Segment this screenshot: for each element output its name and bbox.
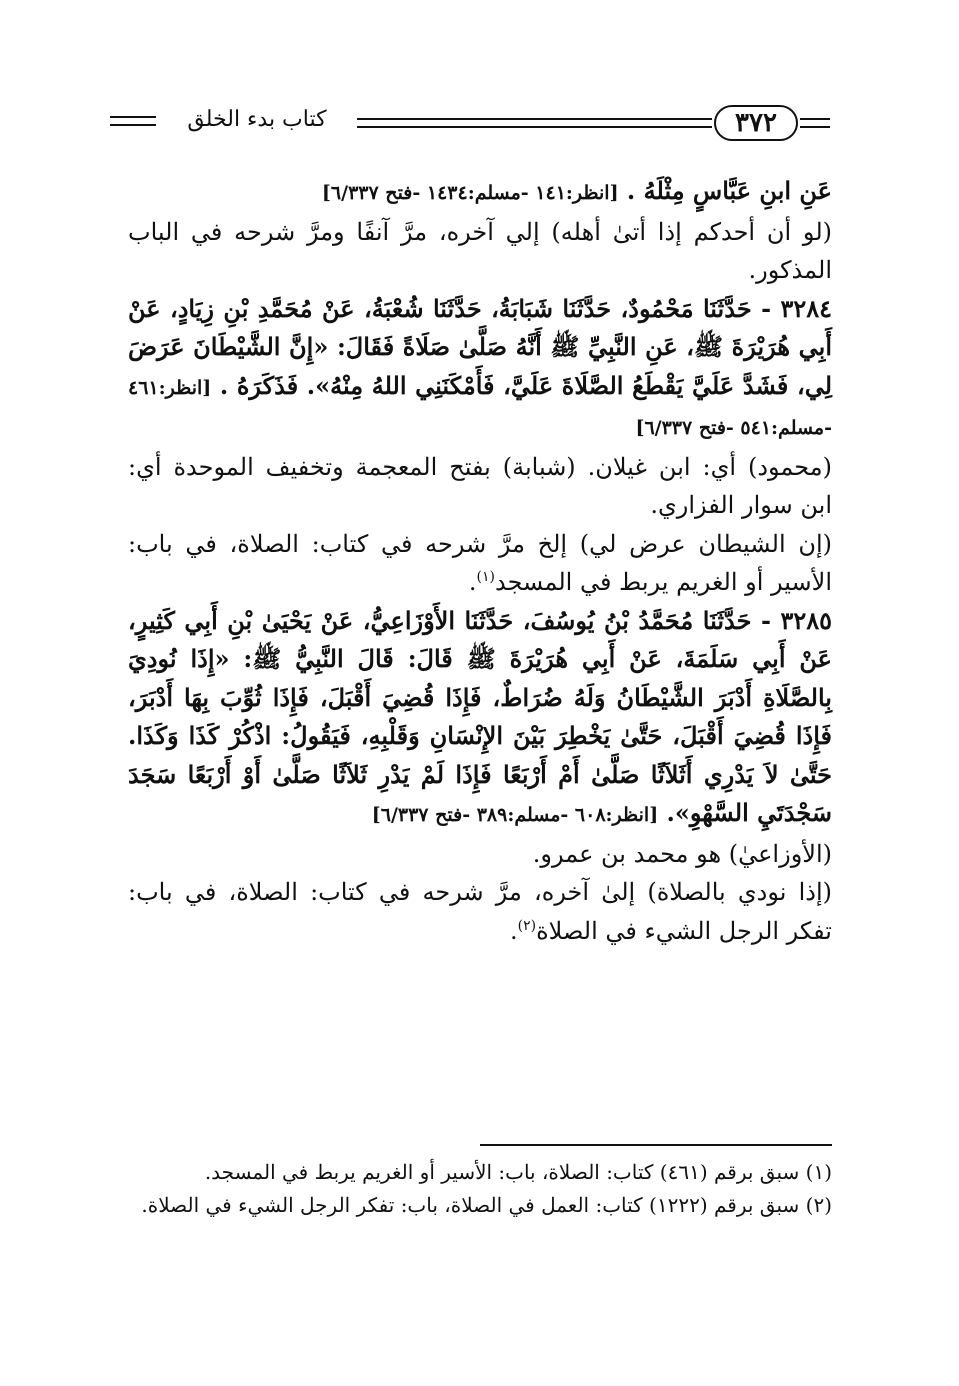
- hadith-reference: [انظر:١٤١ -مسلم:١٤٣٤ -فتح ٦/٣٣٧]: [321, 182, 619, 204]
- main-text: [128, 172, 832, 950]
- header-rule-right: [800, 118, 830, 128]
- commentary-paragraph: (إذا نودي بالصلاة) إلىٰ آخره، مرَّ شرحه في كتاب: الصلاة، في باب: تفكر الرجل الشيء في الصلاة$^{(٢)}$.: [128, 878, 832, 945]
- paragraph-continuation: عَنِ ابنِ عَبَّاسٍ مِثْلَهُ . [انظر:١٤١ -مسلم:١٤٣٤ -فتح ٦/٣٣٧]: [321, 176, 832, 205]
- commentary-paragraph: (محمود) أي: ابن غيلان. (شبابة) بفتح المعجمة وتخفيف الموحدة أي: ابن سوار الفزاري.: [128, 452, 832, 519]
- hadith-3284: ٣٢٨٤ - حَدَّثَنَا مَحْمُودٌ، حَدَّثَنَا شَبَابَةُ، حَدَّثَنَا شُعْبَةُ، عَنْ مُحَمَّدِ بْنِ زِيَادٍ، عَنْ أَبِي هُرَيْرَةَ ﷺ، عَنِ النَّبِيِّ ﷺ أَنَّهُ صَلَّىٰ صَلَاةً فَقَالَ: «إِنَّ الشَّيْطَانَ عَرَضَ لِي، فَشَدَّ عَلَيَّ يَقْطَعُ الصَّلَاةَ عَلَيَّ، فَأَمْكَنَنِي اللهُ مِنْهُ». فَذَكَرَهُ . [انظر:٤٦١ -مسلم:٥٤١ -فتح ٦/٣٣٧]: [128, 293, 833, 439]
- page-header: [110, 105, 830, 147]
- commentary-paragraph: (لو أن أحدكم إذا أتىٰ أهله) إلي آخره، مرَّ آنفًا ومرَّ شرحه في الباب المذكور.: [128, 217, 832, 284]
- commentary-paragraph: (إن الشيطان عرض لي) إلخ مرَّ شرحه في كتاب: الصلاة، في باب: الأسير أو الغريم يربط في المسجد$^{(١)}$.: [128, 529, 832, 596]
- footnote-marker: (٢): [517, 917, 537, 934]
- footnote-divider: [480, 1144, 832, 1146]
- hadith-reference: [انظر:٦٠٨ -مسلم:٣٨٩ -فتح ٦/٣٣٧]: [371, 804, 659, 826]
- book-title: كتاب بدء الخلق: [187, 107, 327, 132]
- footnotes: [128, 1156, 832, 1222]
- page-number: ٣٧٢: [714, 105, 798, 141]
- commentary-paragraph: (الأوزاعيٰ) هو محمد بن عمرو.: [532, 839, 832, 868]
- hadith-reference: [انظر:٤٦١ -مسلم:٥٤١ -فتح ٦/٣٣٧]: [128, 376, 832, 439]
- footnote-marker: (١): [476, 569, 495, 585]
- footnote-1: (١) سبق برقم (٤٦١) كتاب: الصلاة، باب: الأسير أو الغريم يربط في المسجد.: [204, 1160, 832, 1184]
- header-rule-middle: [357, 118, 712, 128]
- hadith-3285: ٣٢٨٥ - حَدَّثَنَا مُحَمَّدُ بْنُ يُوسُفَ، حَدَّثَنَا الأَوْزَاعِيُّ، عَنْ يَحْيَىٰ بْنِ أَبِي كَثِيرٍ، عَنْ أَبِي سَلَمَةَ، عَنْ أَبِي هُرَيْرَةَ ﷺ قَالَ: قَالَ النَّبِيُّ ﷺ: «إِذَا نُودِيَ بِالصَّلَاةِ أَدْبَرَ الشَّيْطَانُ وَلَهُ ضُرَاطٌ، فَإِذَا قُضِيَ أَقْبَلَ، فَإِذَا ثُوِّبَ بِهَا أَدْبَرَ، فَإِذَا قُضِيَ أَقْبَلَ، حَتَّىٰ يَخْطِرَ بَيْنَ الإِنْسَانِ وَقَلْبِهِ، فَيَقُولُ: اذْكُرْ كَذَا وَكَذَا. حَتَّىٰ لاَ يَدْرِي أَثَلاَثًا صَلَّىٰ أَمْ أَرْبَعًا فَإِذَا لَمْ يَدْرِ ثَلاَثًا صَلَّىٰ أَوْ أَرْبَعًا سَجَدَ سَجْدَتَيِ السَّهْوِ». [انظر:٦٠٨ -مسلم:٣٨٩ -فتح ٦/٣٣٧]: [128, 605, 832, 827]
- footnote-2: (٢) سبق برقم (١٢٢٢) كتاب: العمل في الصلاة، باب: تفكر الرجل الشيء في الصلاة.: [141, 1193, 832, 1217]
- header-rule-left: [110, 116, 156, 126]
